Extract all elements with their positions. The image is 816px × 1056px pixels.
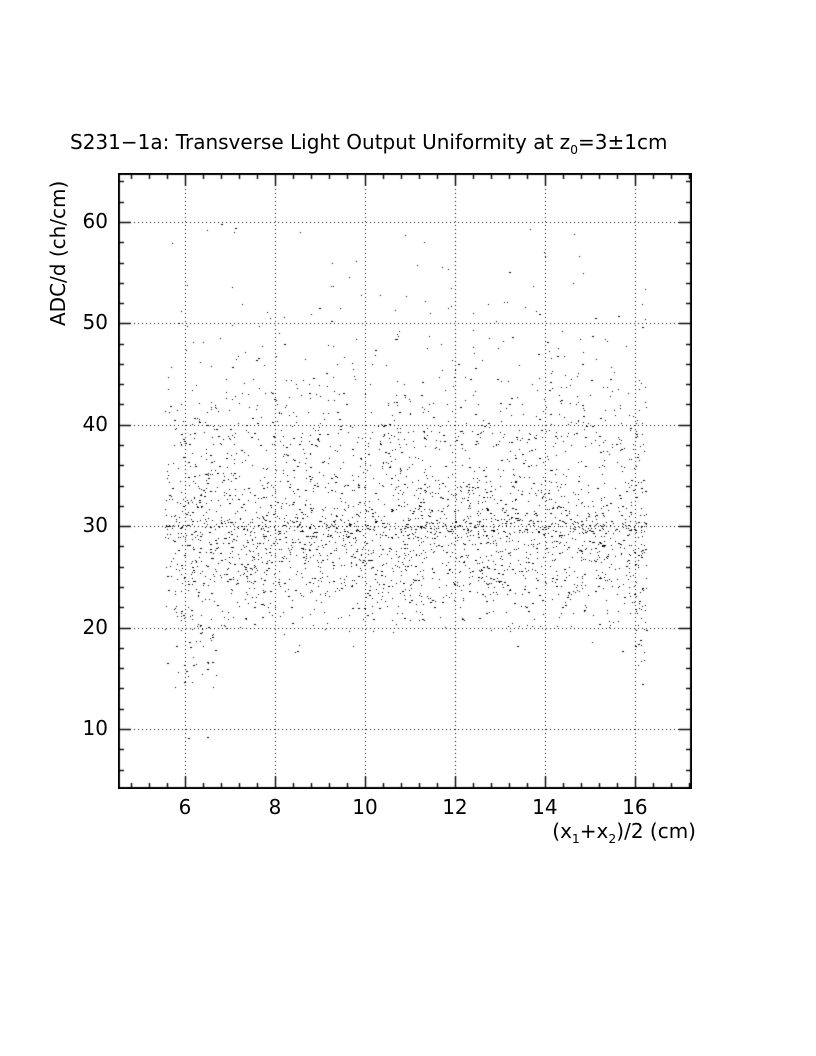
x-tick-label: 8 bbox=[268, 795, 282, 819]
chart-title-suffix: =3±1cm bbox=[578, 130, 668, 154]
y-tick-label: 10 bbox=[82, 715, 108, 740]
x-axis-title bbox=[396, 819, 696, 846]
scatter-canvas bbox=[118, 173, 692, 789]
plot-area bbox=[82, 173, 692, 819]
x-tick-label: 14 bbox=[532, 795, 558, 819]
y-axis-title: ADC/d (ch/cm) bbox=[46, 180, 70, 326]
x1-subscript: 1 bbox=[571, 831, 580, 846]
y-tick-label: 50 bbox=[82, 310, 108, 335]
x-axis-title-text: )/2 (cm) bbox=[616, 819, 696, 843]
x2-subscript: 2 bbox=[608, 831, 617, 846]
y-tick-label: 40 bbox=[82, 411, 108, 436]
chart-title-text: S231−1a: Transverse Light Output Uniformity at z bbox=[70, 130, 571, 154]
x-tick-label: 10 bbox=[352, 795, 378, 819]
x-axis-title-text: (x bbox=[552, 819, 572, 843]
y-tick-label: 20 bbox=[82, 614, 108, 639]
y-tick-label: 30 bbox=[82, 513, 108, 538]
x-tick-label: 16 bbox=[622, 795, 648, 819]
z-subscript: 0 bbox=[570, 142, 579, 157]
y-tick-label: 60 bbox=[82, 208, 108, 233]
x-tick-label: 12 bbox=[442, 795, 468, 819]
x-axis-title-text: +x bbox=[579, 819, 609, 843]
chart-title bbox=[70, 129, 668, 155]
x-tick-label: 6 bbox=[178, 795, 192, 819]
